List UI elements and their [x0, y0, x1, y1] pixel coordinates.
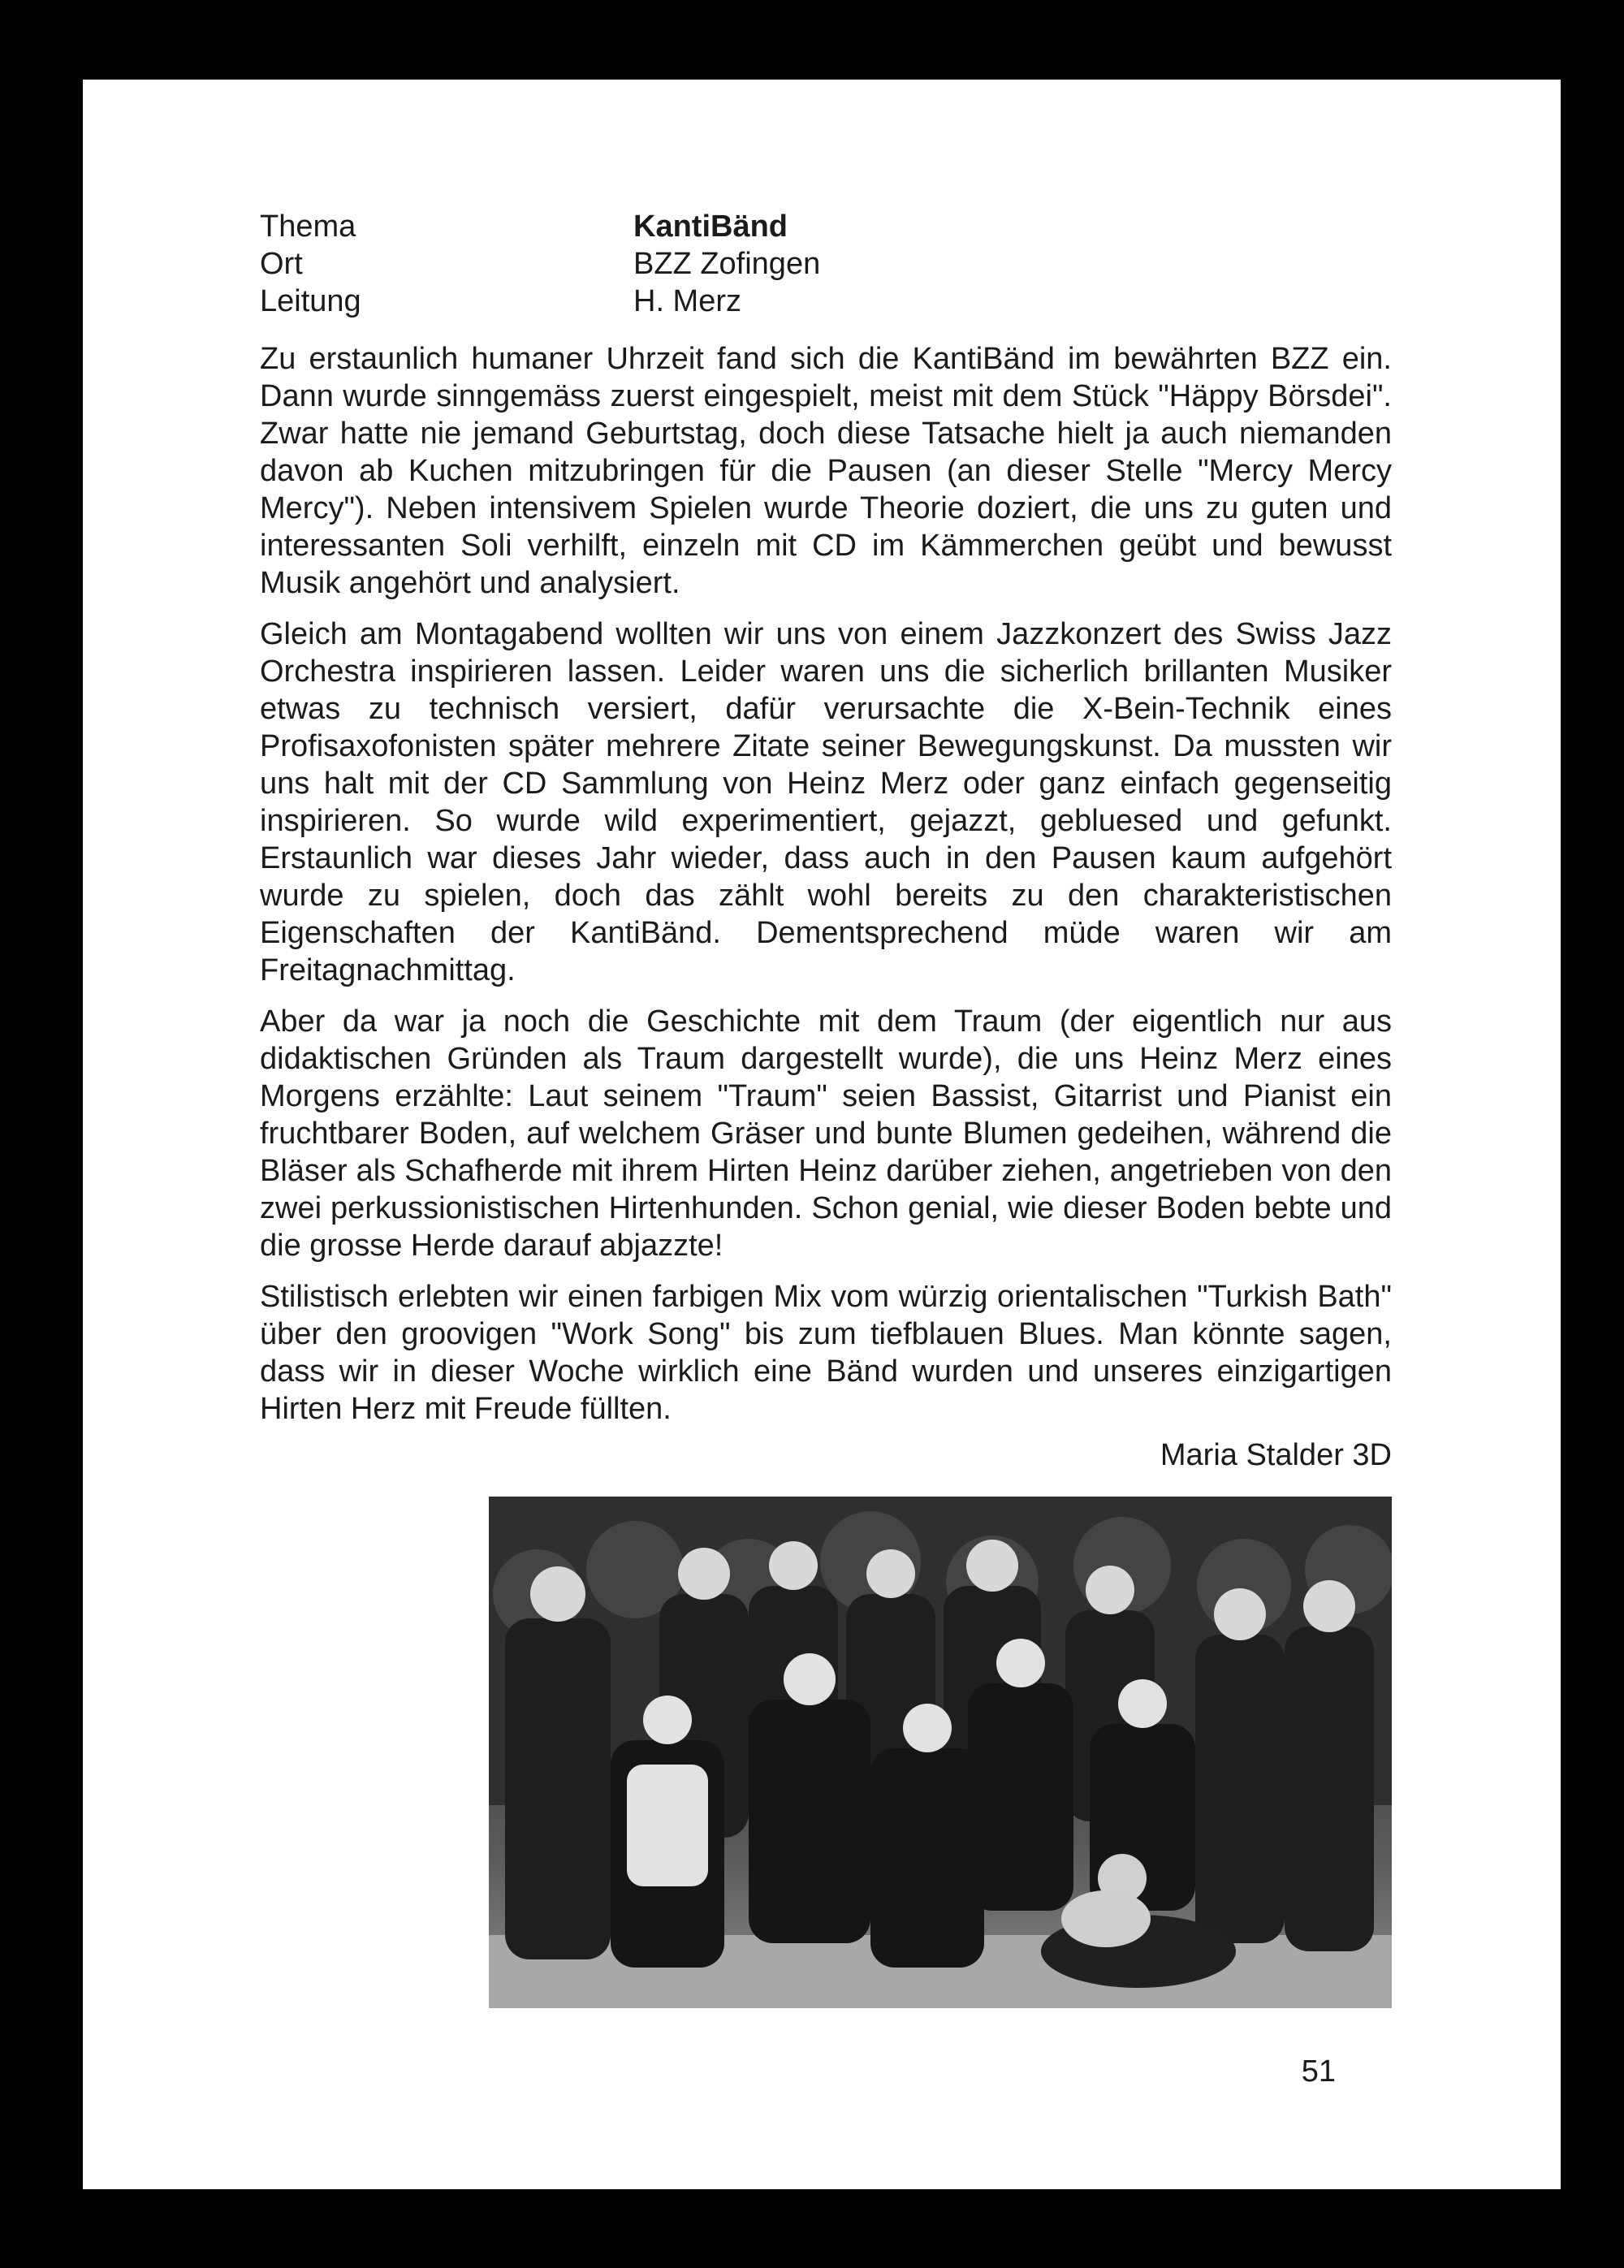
meta-value-leitung: H. Merz: [633, 284, 741, 318]
paragraph: Gleich am Montagabend wollten wir uns von einem Jazzkonzert des Swiss Jazz Orchestra inspirieren lassen. Leider waren uns die sicherlich brillanten Musiker etwas zu technisch versiert, dafür verursachte die X-Bein-Technik eines Profisaxofonisten später mehrere Zitate seiner Bewegungskunst. Da mussten wir uns halt mit der CD Sammlung von Heinz Merz oder ganz einfach gegenseitig inspirieren. So wurde wild experimentiert, gejazzt, gebluesed und gefunkt. Erstaunlich war dieses Jahr wieder, dass auch in den Pausen kaum aufgehört wurde zu spielen, doch das zählt wohl bereits zu den charakteristischen Eigenschaften der KantiBänd. Dementsprechend müde waren wir am Freitagnachmittag.: [260, 617, 1392, 987]
article-content: [260, 208, 1392, 1474]
meta-value-thema: KantiBänd: [633, 210, 788, 244]
meta-label-ort: Ort: [260, 247, 303, 281]
page-number: 51: [1301, 2054, 1336, 2089]
meta-value-ort: BZZ Zofingen: [633, 247, 821, 281]
group-photo: [489, 1497, 1392, 2008]
paragraph: Aber da war ja noch die Geschichte mit dem Traum (der eigentlich nur aus didaktischen Gründen als Traum dargestellt wurde), die uns Heinz Merz eines Morgens erzählte: Laut seinem "Traum" seien Bassist, Gitarrist und Pianist ein fruchtbarer Boden, auf welchem Gräser und bunte Blumen gedeihen, während die Bläser als Schafherde mit ihrem Hirten Heinz darüber ziehen, angetrieben von den zwei perkussionistischen Hirtenhunden. Schon genial, wie dieser Boden bebte und die grosse Herde darauf abjazzte!: [260, 1004, 1392, 1263]
meta-table: [260, 208, 1392, 320]
article-author: Maria Stalder 3D: [1160, 1438, 1392, 1472]
meta-label-leitung: Leitung: [260, 284, 361, 318]
article-body: [260, 340, 1392, 1428]
document-page: [83, 80, 1561, 2189]
meta-label-thema: Thema: [260, 210, 356, 244]
paragraph: Zu erstaunlich humaner Uhrzeit fand sich die KantiBänd im bewährten BZZ ein. Dann wurde sinngemäss zuerst eingespielt, meist mit dem Stück "Häppy Börsdei". Zwar hatte nie jemand Geburtstag, doch diese Tatsache hielt ja auch niemanden davon ab Kuchen mitzubringen für die Pausen (an dieser Stelle "Mercy Mercy Mercy"). Neben intensivem Spielen wurde Theorie doziert, die uns zu guten und interessanten Soli verhilft, einzeln mit CD im Kämmerchen geübt und bewusst Musik angehört und analysiert.: [260, 342, 1392, 600]
group-photo-illustration: [489, 1497, 1392, 2008]
paragraph: Stilistisch erlebten wir einen farbigen Mix vom würzig orientalischen "Turkish Bath" über den groovigen "Work Song" bis zum tiefblauen Blues. Man könnte sagen, dass wir in dieser Woche wirklich eine Bänd wurden und unseres einzigartigen Hirten Herz mit Freude füllten.: [260, 1280, 1392, 1426]
